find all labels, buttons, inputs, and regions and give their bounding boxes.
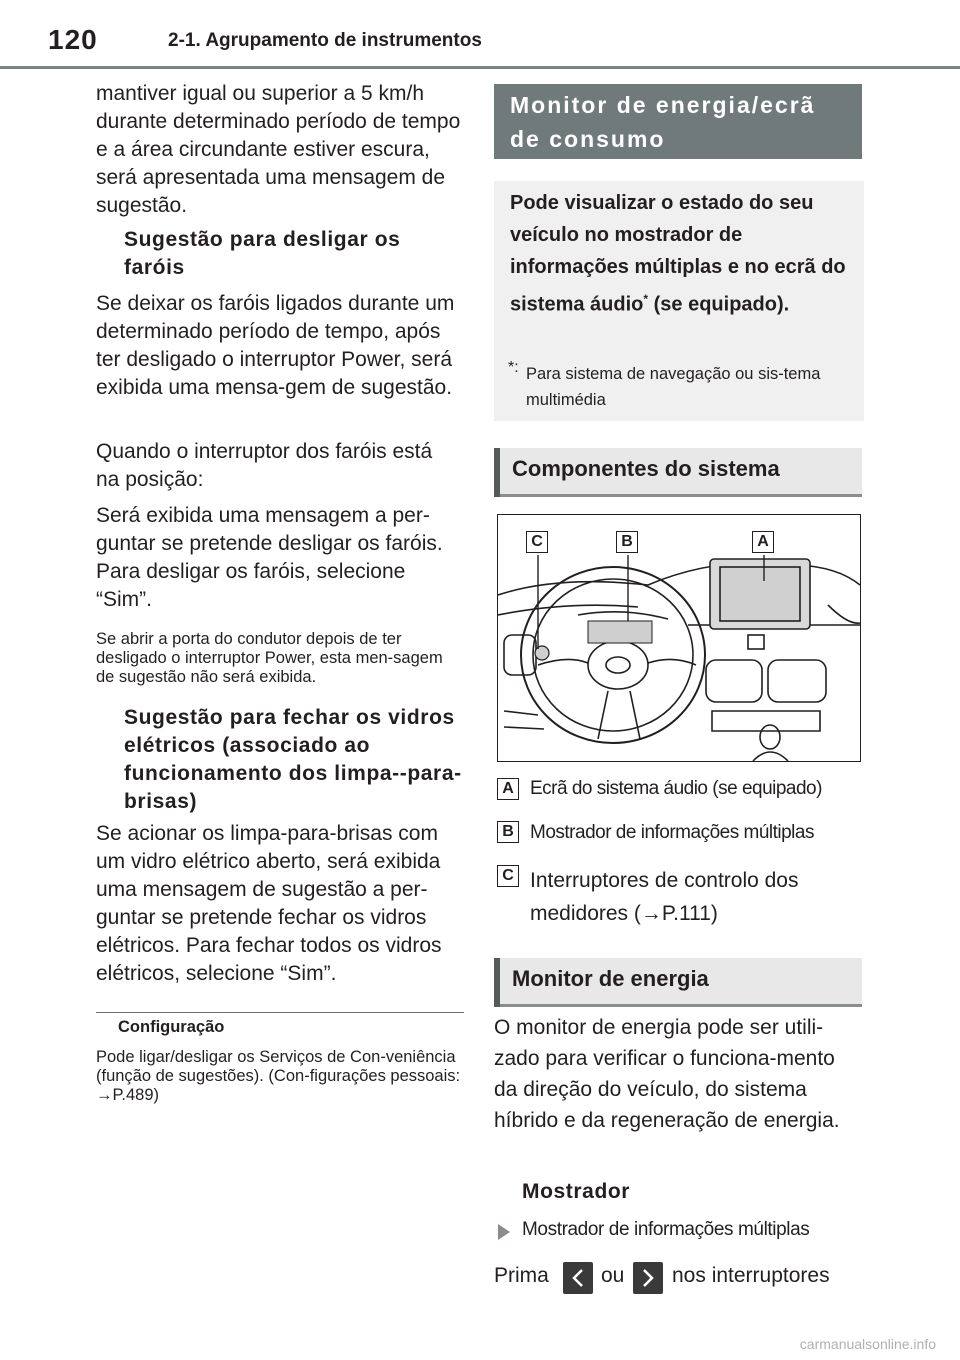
legend-letter-a: A (497, 778, 519, 800)
banner-title: Monitor de energia/ecrã de consumo (510, 92, 816, 152)
dashboard-illustration (497, 514, 861, 762)
banner-energy-monitor (494, 958, 862, 1007)
subheading-display: Mostrador (522, 1180, 631, 1203)
paragraph-headlights: Se deixar os faróis ligados durante um determinado período de tempo, após ter desligado o interruptor Power, será exibida uma mensa-gem de sugestão. (96, 292, 455, 399)
footnote-text: Para sistema de navegação ou sis-tema multimédia (526, 365, 821, 409)
dashboard-drawing (498, 515, 860, 761)
intro-body: Pode visualizar o estado do seu veículo no mostrador de informações múltiplas e no ecrã do sistema áudio (510, 192, 846, 316)
watermark: carmanualsonline.info (799, 1336, 936, 1352)
intro-box (494, 181, 864, 421)
intro-text (510, 187, 850, 321)
diagram-label-a: A (752, 531, 774, 553)
note-driver-door: Se abrir a porta do condutor depois de ter desligado o interruptor Power, esta men-sagem de sugestão não será exibida. (96, 630, 443, 686)
header-rule (0, 66, 960, 69)
banner-title: Componentes do sistema (512, 456, 780, 481)
paragraph-turn-off-prompt: Será exibida uma mensagem a per-guntar se pretende desligar os faróis. Para desligar os faróis, selecione “Sim”. (96, 504, 443, 611)
subheading-windows: Sugestão para fechar os vidros elétricos (associado ao funcionamento dos limpa--para-brisas) (124, 706, 462, 813)
banner-title: Monitor de energia (512, 966, 709, 991)
config-divider (96, 1012, 464, 1013)
paragraph-windows: Se acionar os limpa-para-brisas com um vidro elétrico aberto, será exibida uma mensagem de sugestão a per-guntar se pretende fechar os vidros elétricos. Para fechar todos os vidros elétricos, selecione “Sim”. (96, 822, 442, 985)
or-text: ou (601, 1264, 625, 1287)
footnote-mark: *: (508, 359, 519, 376)
diagram-label-c: C (526, 531, 548, 553)
paragraph-switch-position: Quando o interruptor dos faróis está na posição: (96, 440, 433, 491)
legend-letter-b: B (497, 821, 519, 843)
switches-text: nos interruptores (672, 1264, 830, 1287)
banner-energy-monitor-consumption (494, 84, 862, 159)
config-text: Pode ligar/desligar os Serviços de Con-veniência (função de sugestões). (Con-figurações pessoais: →P.489) (96, 1048, 461, 1104)
right-arrow-button-icon (633, 1262, 663, 1294)
section-title: 2-1. Agrupamento de instrumentos (168, 30, 482, 51)
diagram-label-b: B (616, 531, 638, 553)
paragraph-intro: mantiver igual ou superior a 5 km/h durante determinado período de tempo e a área circundante estiver escura, será apresentada uma mensagem de sugestão. (96, 82, 461, 217)
bullet-triangle-icon (498, 1224, 510, 1240)
intro-asterisk: * (643, 292, 649, 306)
intro-tail: (se equipado). (648, 293, 790, 316)
page-number: 120 (48, 24, 98, 55)
banner-accent (494, 958, 500, 1007)
banner-accent (494, 448, 500, 497)
press-text: Prima (494, 1264, 549, 1287)
legend-text-a: Ecrã do sistema áudio (se equipado) (530, 778, 822, 799)
bullet-multi-info-display: Mostrador de informações múltiplas (522, 1219, 810, 1240)
subheading-headlights: Sugestão para desligar os faróis (124, 228, 401, 279)
paragraph-energy-monitor: O monitor de energia pode ser utili-zado para verificar o funciona-mento da direção do veículo, do sistema híbrido e da regeneração de energia. (494, 1016, 840, 1132)
left-arrow-button-icon (563, 1262, 593, 1294)
legend-text-b: Mostrador de informações múltiplas (530, 822, 814, 843)
banner-system-components (494, 448, 862, 497)
config-title: Configuração (118, 1018, 225, 1036)
legend-text-c: Interruptores de controlo dos medidores (→P.111) (530, 869, 799, 925)
legend-letter-c: C (497, 865, 519, 887)
